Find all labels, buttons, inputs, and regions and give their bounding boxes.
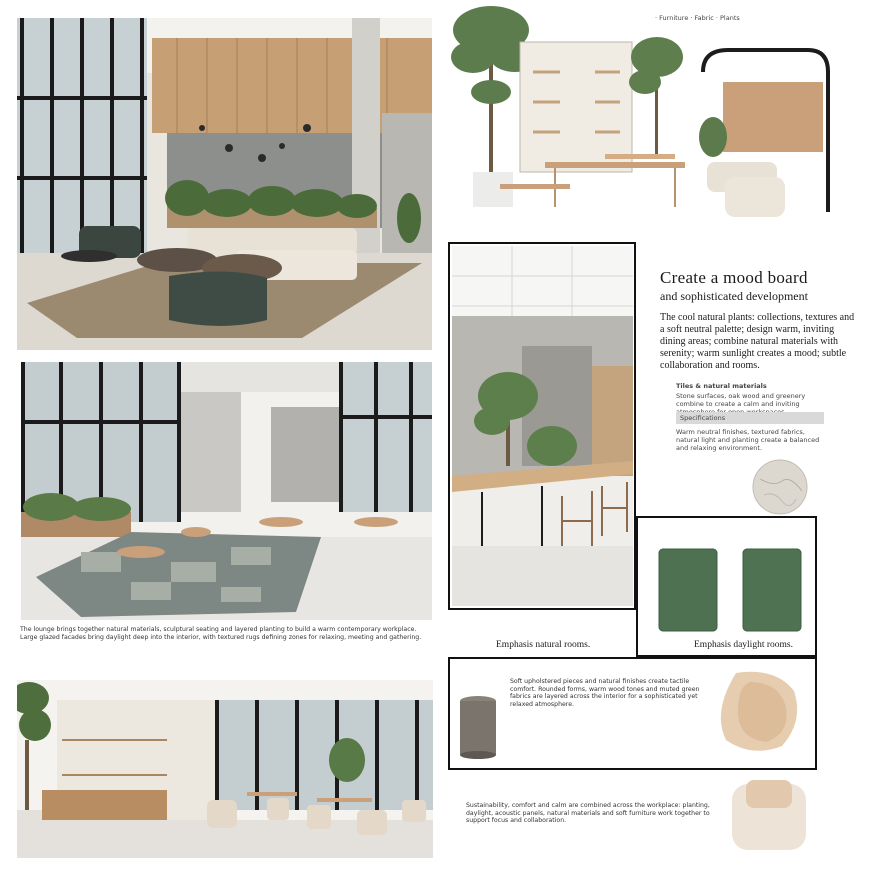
natural-rooms-caption: Emphasis natural rooms. — [496, 640, 591, 650]
board-title: Create a mood board — [660, 268, 808, 287]
green-panel-icon — [658, 548, 718, 632]
open-office-photo — [21, 362, 432, 620]
cafe-photo — [17, 680, 433, 858]
spec-body: Warm neutral finishes, textured fabrics, natural light and planting create a balanced and relaxing environment. — [676, 428, 820, 452]
daylight-rooms-caption: Emphasis daylight rooms. — [694, 640, 793, 650]
notes-body: Stone surfaces, oak wood and greenery combine to create a calm and inviting — [676, 392, 806, 408]
marble-swatch-icon — [752, 459, 808, 515]
green-panel-icon — [742, 548, 802, 632]
speaker-icon — [458, 695, 498, 759]
footer-caption: Sustainability, comfort and calm are combined across the workplace: planting, daylight, acoustic panels, natural materials and soft furniture work together to support focus and collaboration. — [466, 802, 710, 825]
product-caption: Soft upholstered pieces and natural finishes create tactile comfort. Rounded forms, warm wood tones and muted green fabrics are layered across the interior for a sophisticated yet relaxed atmosphere. — [510, 678, 700, 708]
notes-heading: Tiles & natural materials — [676, 382, 767, 390]
top-tagline: · Furniture · Fabric · Plants — [655, 14, 740, 22]
cushion-icon — [716, 668, 800, 754]
board-intro: The cool natural plants: collections, textures and a soft neutral palette; design warm, inviting dining areas; combine natural materials with serenity; warm sunlight creates a mood; subtle collaboration and rooms. — [660, 312, 855, 371]
lounge-caption: The lounge brings together natural materials, sculptural seating and layered planting to build a warm contemporary workplace. Large glazed facades bring daylight deep into the interior, with textured rugs defining zones for relaxing, meeting and gathering. — [20, 626, 422, 641]
cushion-icon — [728, 778, 810, 854]
lounge-photo — [17, 18, 432, 350]
spec-tag: Specifications — [680, 414, 726, 422]
board-subtitle: and sophisticated development — [660, 289, 808, 303]
workspace-photo — [452, 246, 633, 606]
booth-products-photo — [445, 2, 865, 230]
